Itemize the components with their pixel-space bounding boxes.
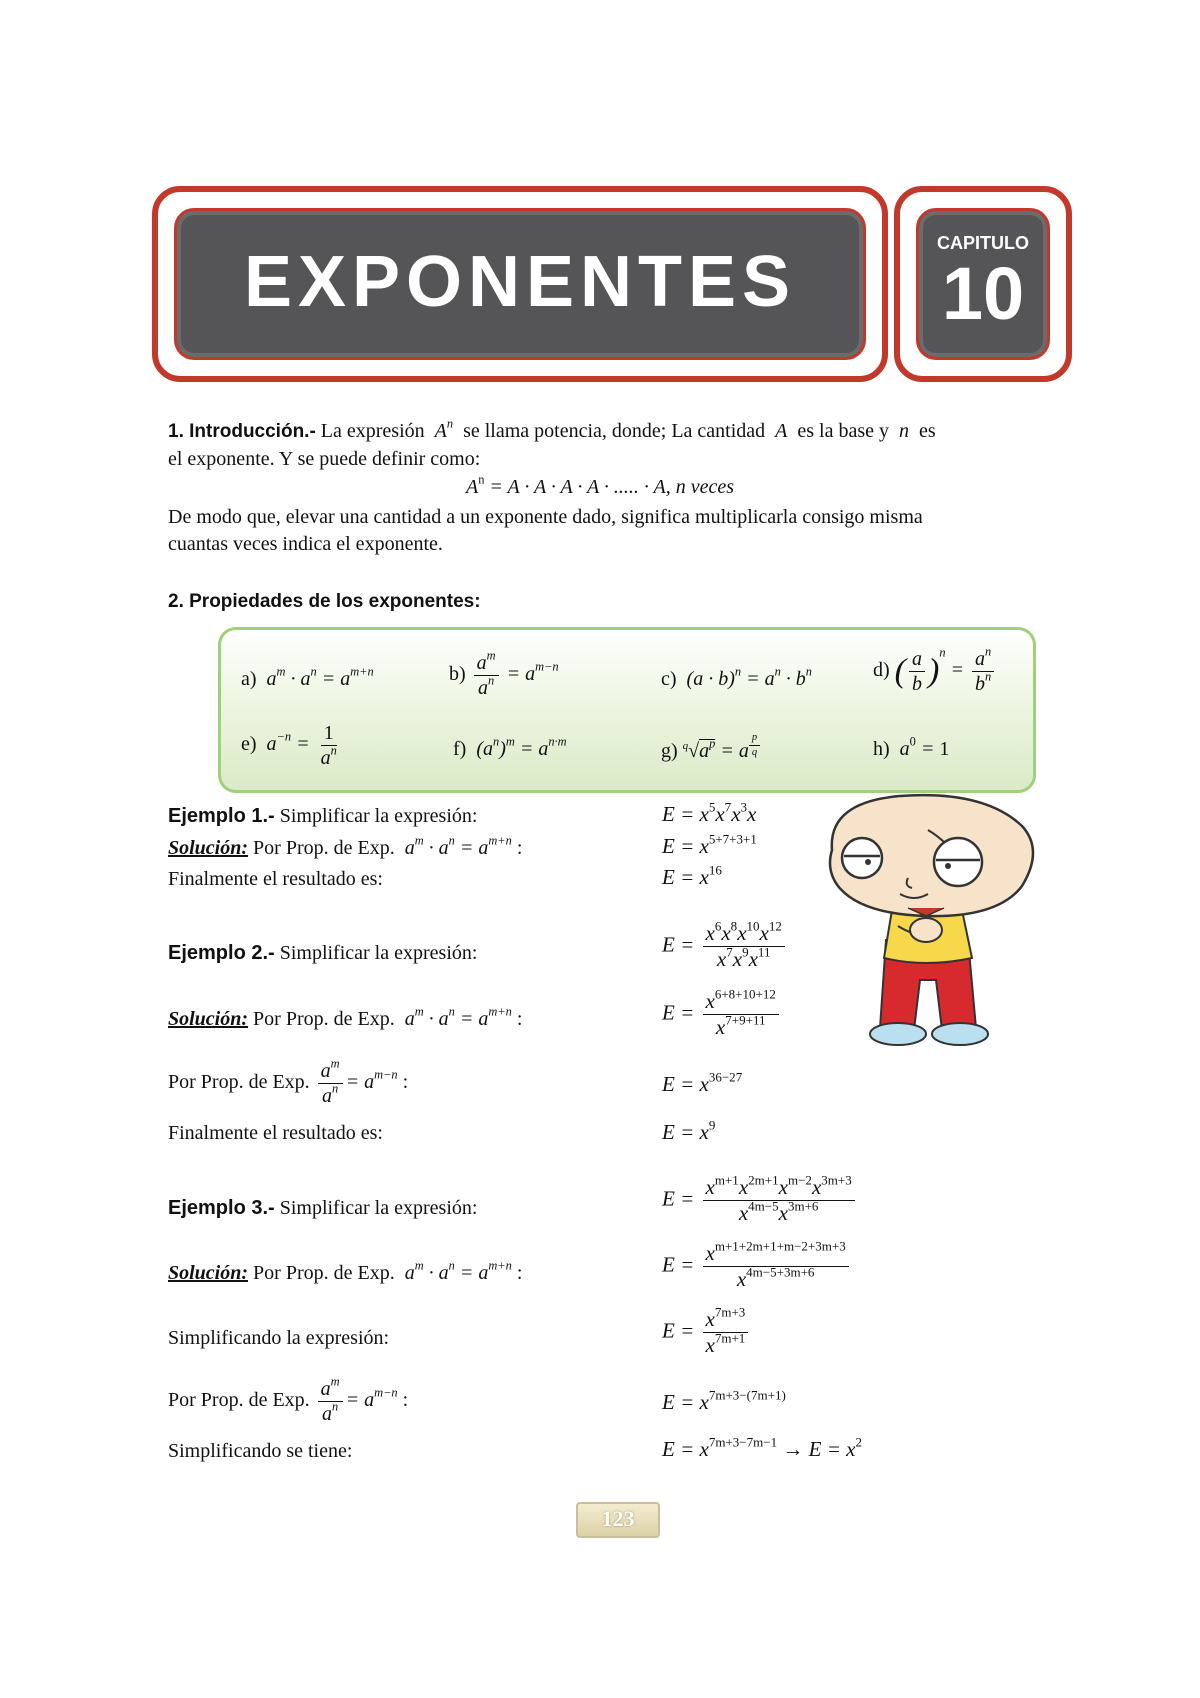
prop-c: c) $(a \cdot b)^n = a^n \cdot b^n$ [661,664,812,690]
def-lhs: A [466,476,479,498]
prop-b: b) $\frac{a^m}{a^n}$ = $a^{m-n}$ [449,648,559,699]
title-banner-inner [174,208,866,360]
example-2-heading: Ejemplo 2.- Simplificar la expresión: [168,942,478,964]
example-1-final-label: Finalmente el resultado es: [168,868,383,890]
prop-a: a) $a^m \cdot a^n = a^{m+n}$ [241,664,374,690]
chapter-label: CAPITULO [937,233,1029,253]
example-3-simplify-label: Simplificando la expresión: [168,1327,390,1349]
example-1-heading: Ejemplo 1.- Simplificar la expresión: [168,805,478,827]
intro-t4: es [919,420,936,442]
example-3-solution: Solución: Por Prop. de Exp. $a^m \cdot a^n = a^{m+n}$ : [168,1258,523,1284]
example-3-step-1: E = $\frac{x^{m+1+2m+1+m-2+3m+3}}{x^{4m-5+3m+6}}$ [662,1242,852,1291]
title-banner [152,186,888,382]
example-2-solution: Solución: Por Prop. de Exp. $a^m \cdot a^n = a^{m+n}$ : [168,1004,523,1030]
example-2-expression: E = $\frac{x^6x^8x^{10}x^{12}}{x^7x^9x^{11}}$ [662,922,788,971]
intro-para-2: cuantas veces indica el exponente. [168,533,443,555]
intro-definition: $A^n = A \cdot A \cdot A \cdot A$ · ..... · A, n veces [466,472,735,498]
intro-exp-var: n [894,420,915,442]
intro-t2: se llama potencia, donde; La cantidad [463,420,766,442]
properties-heading: 2. Propiedades de los exponentes: [168,591,481,612]
chapter-number: 10 [941,252,1025,335]
example-3-result: $E = x^{7m+3-7m-1} \to E = x^2$ [662,1434,862,1461]
example-3-step-3: $E = x^{7m+3-(7m+1)}$ [662,1387,786,1414]
example-2-step-2: $E = x^{36-27}$ [662,1069,743,1096]
intro-base-var: A [770,420,793,442]
example-2-final-label: Finalmente el resultado es: [168,1122,383,1144]
example-1-solution: Solución: Por Prop. de Exp. $a^m \cdot a^n = a^{m+n}$ : [168,833,523,859]
prop-g: g) $^q√a^p = a$ $^{\frac{p}{q}}$ [661,732,760,763]
def-rhs: = A · A · A · A · ..... · A, n veces [489,476,735,498]
page-number: 123 [576,1502,660,1538]
intro-para-1: De modo que, elevar una cantidad a un exponente dado, significa multiplicarla consigo misma [168,506,923,528]
example-2-result: $E = x^9$ [662,1117,716,1144]
example-3-heading: Ejemplo 3.- Simplificar la expresión: [168,1197,478,1219]
example-2-step-1: E = $\frac{x^{6+8+10+12}}{x^{7+9+11}}$ [662,990,782,1039]
example-3-prop-quotient: Por Prop. de Exp. $\frac{a^m}{a^n}$ = $a^{m-n}$ : [168,1374,409,1425]
example-3-step-2: E = $\frac{x^{7m+3}}{x^{7m+1}}$ [662,1308,751,1357]
example-1-result: $E = x^{16}$ [662,862,722,889]
intro-t3: es la base y [797,420,890,442]
prop-f: f) $(a^n)^m = a^{n\cdot m}$ [453,734,567,760]
example-1-expression: $E = x^5x^7x^3x$ [662,799,757,826]
properties-box [218,627,1036,793]
prop-e: e) $a^{-n}$ = $\frac{1}{a^n}$ [241,722,337,769]
example-3-simplify-has-label: Simplificando se tiene: [168,1440,353,1462]
chapter-banner-inner [916,208,1050,360]
intro-t1: La expresión [320,420,425,442]
intro-line-2: el exponente. Y se puede definir como: [168,448,481,470]
page-title: EXPONENTES [243,242,797,322]
example-2-prop-quotient: Por Prop. de Exp. $\frac{a^m}{a^n}$ = $a^{m-n}$ : [168,1056,409,1107]
intro-heading: 1. Introducción.- [168,421,316,442]
cartoon-character-illustration [808,790,1048,1055]
prop-d: d) ( $\frac{a}{b}$ )$^n$ = $\frac{a^n}{b^n}$ [873,648,997,695]
chapter-banner [894,186,1072,382]
intro-power: $A^n$ [429,416,454,442]
intro-line-1 [168,418,1068,445]
example-1-step: $E = x^{5+7+3+1}$ [662,831,757,858]
prop-h: h) $a^0 = 1$ [873,734,950,760]
example-3-expression: E = $\frac{x^{m+1}x^{2m+1}x^{m-2}x^{3m+3}}{x^{4m-5}x^{3m+6}}$ [662,1176,858,1225]
